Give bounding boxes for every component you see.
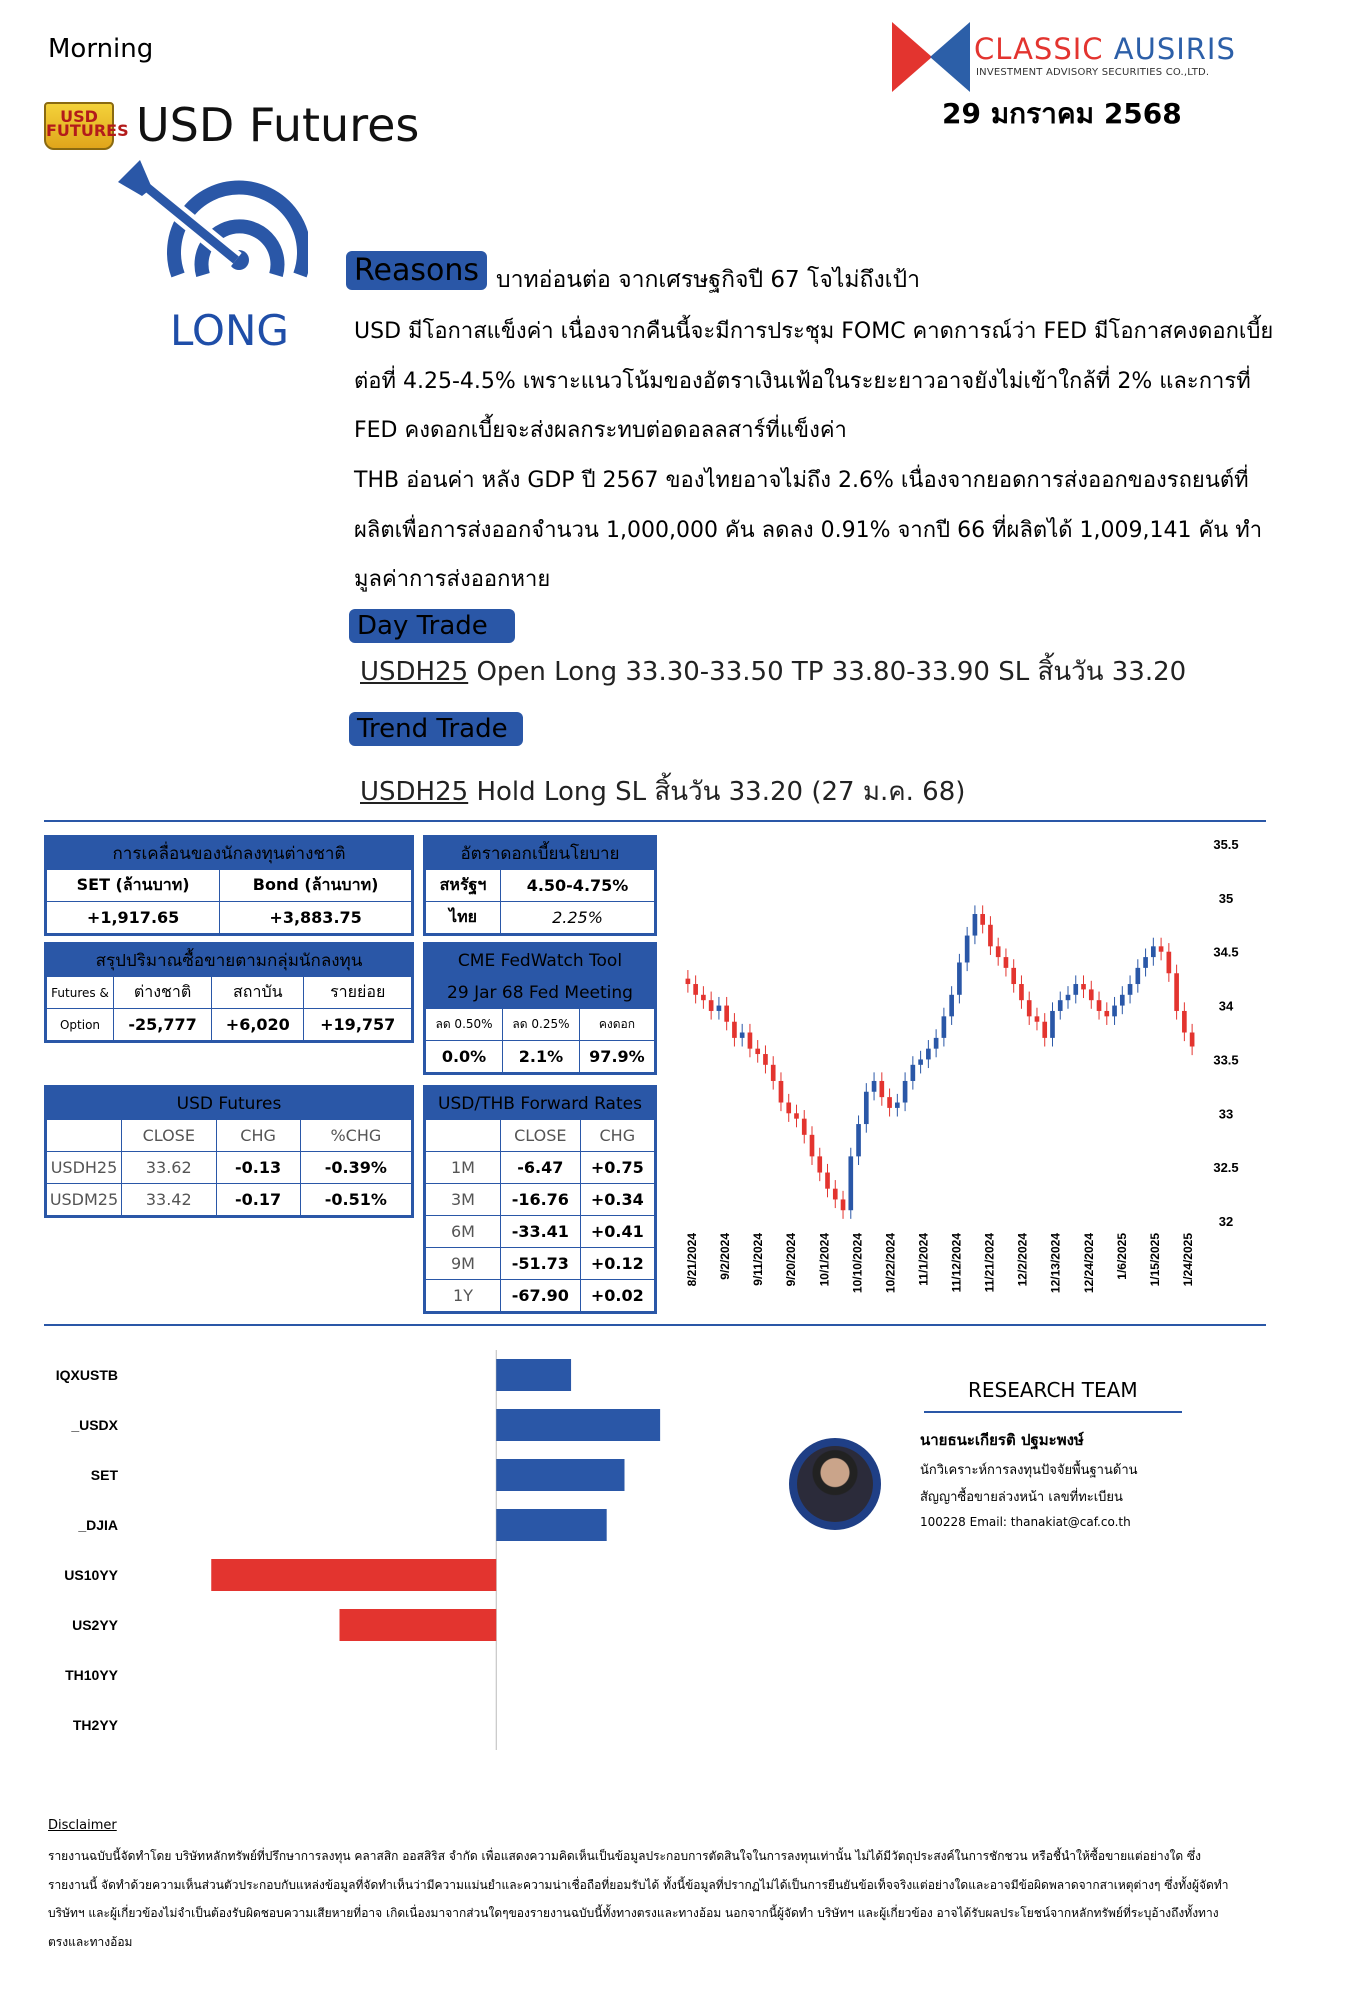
candle-body bbox=[817, 1156, 822, 1172]
table-cell: -33.41 bbox=[501, 1216, 581, 1248]
x-tick-label: 11/21/2024 bbox=[982, 1233, 997, 1293]
candle-body bbox=[1081, 984, 1086, 989]
page-title: USD Futures bbox=[136, 98, 420, 152]
candle-body bbox=[802, 1119, 807, 1135]
table-cell: 3M bbox=[425, 1184, 501, 1216]
candle bbox=[879, 1072, 884, 1105]
category-label: _DJIA bbox=[78, 1517, 118, 1533]
table-cell: +3,883.75 bbox=[220, 902, 413, 935]
logo-text: USD FUTURES bbox=[46, 107, 129, 140]
candle-body bbox=[833, 1189, 838, 1200]
table-cell: 2.1% bbox=[503, 1041, 580, 1074]
usd-futures-title: USD Futures bbox=[46, 1087, 413, 1120]
reasons-tag: Reasons bbox=[346, 251, 487, 290]
candle bbox=[887, 1089, 892, 1117]
x-tick-label: 1/15/2025 bbox=[1147, 1233, 1162, 1287]
candle-body bbox=[980, 914, 985, 925]
candle-body bbox=[1182, 1011, 1187, 1033]
brand-name-part-1: CLASSIC bbox=[974, 32, 1104, 66]
candle-body bbox=[988, 925, 993, 947]
candle-body bbox=[1112, 1006, 1117, 1017]
brand-name-part-2: AUSIRIS bbox=[1113, 32, 1236, 66]
candle bbox=[1058, 992, 1063, 1020]
candle-body bbox=[701, 995, 706, 1000]
category-label: _USDX bbox=[71, 1417, 118, 1433]
candle-body bbox=[911, 1065, 916, 1081]
candle-body bbox=[942, 1016, 947, 1038]
x-tick-label: 9/20/2024 bbox=[784, 1233, 799, 1287]
candle bbox=[949, 986, 954, 1025]
section-divider bbox=[44, 820, 1266, 822]
bar bbox=[340, 1609, 497, 1641]
category-label: US10YY bbox=[64, 1567, 118, 1583]
brand-logo-icon bbox=[892, 22, 970, 92]
candle bbox=[1019, 975, 1024, 1008]
policy-rate-table bbox=[423, 835, 657, 936]
bar bbox=[211, 1559, 496, 1591]
candle-body bbox=[1004, 957, 1009, 968]
candle bbox=[724, 997, 729, 1030]
candle bbox=[895, 1094, 900, 1117]
candle-body bbox=[879, 1081, 884, 1097]
table-cell: +19,757 bbox=[304, 1009, 413, 1042]
candle-body bbox=[895, 1103, 900, 1108]
table-cell: 0.0% bbox=[425, 1041, 503, 1074]
candle bbox=[825, 1164, 830, 1197]
candle-body bbox=[740, 1033, 745, 1038]
trend-trade-line bbox=[360, 771, 965, 812]
x-tick-label: 9/2/2024 bbox=[718, 1233, 733, 1280]
table-cell: USDH25 bbox=[46, 1152, 122, 1184]
candle-body bbox=[724, 1006, 729, 1022]
candle bbox=[786, 1094, 791, 1122]
candle-body bbox=[949, 995, 954, 1017]
table-row bbox=[425, 1184, 656, 1216]
candle-body bbox=[686, 979, 691, 984]
table-header: CLOSE bbox=[122, 1120, 217, 1152]
table-header: รายย่อย bbox=[304, 977, 413, 1009]
table-cell: 4.50-4.75% bbox=[501, 870, 656, 902]
candle bbox=[934, 1029, 939, 1057]
report-date: 29 มกราคม 2568 bbox=[942, 97, 1182, 130]
analyst-contact: 100228 Email: thanakiat@caf.co.th bbox=[920, 1515, 1131, 1529]
candle-body bbox=[825, 1173, 830, 1189]
candle bbox=[1135, 959, 1140, 992]
table-cell: 1M bbox=[425, 1152, 501, 1184]
candle-body bbox=[1097, 1000, 1102, 1011]
candle bbox=[872, 1072, 877, 1100]
candle bbox=[717, 997, 722, 1020]
candle bbox=[763, 1045, 768, 1073]
forward-rates-table bbox=[423, 1085, 657, 1314]
session-label: Morning bbox=[48, 34, 154, 64]
y-tick-label: 32 bbox=[1218, 1214, 1234, 1229]
y-tick-label: 33 bbox=[1218, 1106, 1234, 1122]
candle bbox=[833, 1180, 838, 1208]
candle-body bbox=[1159, 946, 1164, 951]
candle bbox=[996, 938, 1001, 966]
candle bbox=[988, 916, 993, 955]
day-trade-line bbox=[360, 651, 1186, 692]
forward-rates-title: USD/THB Forward Rates bbox=[425, 1087, 656, 1120]
table-cell: USDM25 bbox=[46, 1184, 122, 1217]
research-team-title: RESEARCH TEAM bbox=[968, 1378, 1138, 1402]
candle-body bbox=[887, 1097, 892, 1108]
reasons-headline: บาทอ่อนต่อ จากเศรษฐกิจปี 67 โจไม่ถึงเป้า bbox=[496, 267, 921, 293]
candle bbox=[973, 905, 978, 944]
table-header bbox=[46, 1120, 122, 1152]
candle-body bbox=[779, 1081, 784, 1103]
disclaimer-text: รายงานฉบับนี้จัดทำโดย บริษัทหลักทรัพย์ที่ปรึกษาการลงทุน คลาสสิก ออสสิริส จำกัด เพื่อแสดงความคิดเห็นเป็นข้อมูลประกอบการตัดสินใจในการลงทุนเท่านั้น ไม่ได้มีวัตถุประสงค์ในการชักชวน หรือชี้นำให้ซื้อขายแต่อย่างใด ซึ่งรายงานนี้ จัดทำด้วยความเห็นส่วนตัวประกอบกับแหล่งข้อมูลที่จัดทำเห็นว่ามีความแม่นยำและความน่าเชื่อถือที่ยอมรับได้ ทั้งนี้ข้อมูลที่ปรากฏไม่ได้เป็นการยืนยันข้อเท็จจริงแต่อย่างใดและอาจมีข้อผิดพลาดจากสาเหตุต่างๆ ซึ่งทั้งผู้จัดทำ บริษัทฯ และผู้เกี่ยวข้องไม่จำเป็นต้องรับผิดชอบความเสียหายที่อาจ เกิดเนื่องมาจากส่วนใดๆของรายงานฉบับนี้ทั้งทางตรงและทางอ้อม นอกจากนี้ผู้จัดทำ บริษัทฯ และผู้เกี่ยวข้อง อาจได้รับผลประโยชน์จากหลักทรัพย์ที่ระบุอ้างถึงทั้งทางตรงและทางอ้อม bbox=[48, 1849, 1229, 1949]
brand-name bbox=[974, 32, 1236, 66]
table-header bbox=[425, 1120, 501, 1152]
trend-trade-code: USDH25 bbox=[360, 777, 469, 807]
x-tick-label: 10/10/2024 bbox=[850, 1233, 865, 1294]
disclaimer-title: Disclaimer bbox=[48, 1818, 117, 1833]
candle bbox=[794, 1105, 799, 1128]
candle-body bbox=[1104, 1011, 1109, 1016]
candle-body bbox=[709, 1000, 714, 1011]
candle bbox=[926, 1040, 931, 1068]
candle bbox=[841, 1191, 846, 1219]
candle bbox=[755, 1040, 760, 1063]
y-tick-label: 34 bbox=[1218, 998, 1234, 1014]
candle bbox=[864, 1083, 869, 1133]
market-change-bar-chart bbox=[40, 1340, 760, 1790]
bar bbox=[496, 1459, 624, 1491]
candle-body bbox=[973, 914, 978, 936]
fedwatch-table bbox=[423, 942, 657, 1075]
candle bbox=[1174, 965, 1179, 1020]
analyst-role: นักวิเคราะห์การลงทุนปัจจัยพื้นฐานด้าน bbox=[920, 1463, 1138, 1478]
table-header: สถาบัน bbox=[212, 977, 304, 1009]
table-cell: -0.39% bbox=[300, 1152, 412, 1184]
x-tick-label: 12/2/2024 bbox=[1015, 1233, 1030, 1287]
x-tick-label: 12/24/2024 bbox=[1081, 1233, 1096, 1294]
candle-body bbox=[1190, 1033, 1195, 1047]
analyst-license: สัญญาซื้อขายล่วงหน้า เลขที่ทะเบียน bbox=[920, 1490, 1123, 1505]
table-row-label: Futures & bbox=[46, 977, 114, 1009]
investor-summary-table bbox=[44, 942, 414, 1043]
candle-body bbox=[693, 984, 698, 995]
table-cell: +0.34 bbox=[580, 1184, 655, 1216]
x-tick-label: 8/21/2024 bbox=[685, 1233, 699, 1287]
candle bbox=[1159, 938, 1164, 961]
candle bbox=[810, 1126, 815, 1165]
candle bbox=[848, 1148, 853, 1219]
x-tick-label: 9/11/2024 bbox=[751, 1233, 766, 1286]
candle-body bbox=[1089, 989, 1094, 1000]
table-row bbox=[46, 1184, 413, 1217]
candle-body bbox=[1135, 968, 1140, 984]
table-header: Bond (ล้านบาท) bbox=[220, 870, 413, 902]
y-tick-label: 35.5 bbox=[1213, 837, 1239, 852]
y-tick-label: 33.5 bbox=[1213, 1052, 1239, 1068]
candle-body bbox=[1011, 968, 1016, 984]
candle bbox=[1128, 975, 1133, 1003]
candle-body bbox=[1027, 1000, 1032, 1016]
table-cell: -67.90 bbox=[501, 1280, 581, 1313]
candle bbox=[1120, 986, 1125, 1014]
table-cell: 2.25% bbox=[501, 902, 656, 935]
reason-usd-paragraph: USD มีโอกาสแข็งค่า เนื่องจากคืนนี้จะมีการประชุม FOMC คาดการณ์ว่า FED มีโอกาสคงดอกเบี้ยต่อที่ 4.25-4.5% เพราะแนวโน้มของอัตราเงินเฟ้อในระยะยาวอาจยังไม่เข้าใกล้ที่ 2% และการที่ FED คงดอกเบี้ยจะส่งผลกระทบต่อดอลลสาร์ที่แข็งค่า bbox=[354, 319, 1274, 443]
table-cell: 33.42 bbox=[122, 1184, 217, 1217]
candle-body bbox=[1066, 995, 1071, 1000]
usd-futures-table bbox=[44, 1085, 414, 1218]
candle bbox=[1167, 943, 1172, 982]
candle bbox=[748, 1024, 753, 1057]
candle bbox=[918, 1051, 923, 1074]
candle-body bbox=[1073, 984, 1078, 995]
table-cell: +0.12 bbox=[580, 1248, 655, 1280]
table-cell: 1Y bbox=[425, 1280, 501, 1313]
candle bbox=[802, 1110, 807, 1143]
table-cell: 97.9% bbox=[579, 1041, 655, 1074]
candle-body bbox=[856, 1124, 861, 1156]
table-header: CLOSE bbox=[501, 1120, 581, 1152]
candle bbox=[1104, 1002, 1109, 1025]
candle bbox=[903, 1072, 908, 1111]
table-cell: -0.51% bbox=[300, 1184, 412, 1217]
table-cell: -6.47 bbox=[501, 1152, 581, 1184]
signal-label: LONG bbox=[170, 306, 289, 355]
y-tick-label: 35 bbox=[1218, 890, 1234, 906]
category-label: IQXUSTB bbox=[55, 1367, 118, 1383]
candle-body bbox=[934, 1038, 939, 1049]
candle-body bbox=[957, 962, 962, 994]
usd-futures-logo bbox=[44, 102, 129, 150]
table-row bbox=[425, 1216, 656, 1248]
candle-body bbox=[926, 1049, 931, 1060]
table-row bbox=[425, 1280, 656, 1313]
table-row bbox=[425, 902, 656, 935]
brand-subtitle: INVESTMENT ADVISORY SECURITIES CO.,LTD. bbox=[976, 67, 1210, 78]
candle-body bbox=[1143, 957, 1148, 968]
table-row-label: Option bbox=[46, 1009, 114, 1042]
x-tick-label: 10/1/2024 bbox=[817, 1233, 832, 1287]
candle-body bbox=[1120, 995, 1125, 1006]
category-label: US2YY bbox=[72, 1617, 118, 1633]
candle bbox=[1004, 948, 1009, 976]
price-candlestick-chart bbox=[676, 836, 1266, 1316]
bar bbox=[496, 1409, 660, 1441]
candle-body bbox=[763, 1054, 768, 1065]
foreign-flow-table bbox=[44, 835, 414, 936]
candle-body bbox=[841, 1199, 846, 1210]
analyst-name: นายธนะเกียรติ ปฐมะพงษ์ bbox=[920, 1431, 1084, 1449]
candle bbox=[709, 992, 714, 1020]
table-cell: -51.73 bbox=[501, 1248, 581, 1280]
x-tick-label: 11/1/2024 bbox=[916, 1233, 931, 1286]
candle bbox=[980, 905, 985, 933]
y-tick-label: 32.5 bbox=[1213, 1160, 1239, 1176]
table-cell: -16.76 bbox=[501, 1184, 581, 1216]
day-trade-code: USDH25 bbox=[360, 657, 469, 687]
table-cell: สหรัฐฯ bbox=[425, 870, 501, 902]
bar bbox=[496, 1509, 606, 1541]
candle bbox=[1190, 1024, 1195, 1055]
table-header: CHG bbox=[216, 1120, 300, 1152]
candle-body bbox=[1167, 952, 1172, 974]
trend-trade-tag: Trend Trade bbox=[349, 712, 523, 746]
x-tick-label: 12/13/2024 bbox=[1048, 1233, 1063, 1294]
candle bbox=[1073, 975, 1078, 1003]
bar bbox=[496, 1359, 571, 1391]
table-header: SET (ล้านบาท) bbox=[46, 870, 220, 902]
candle bbox=[965, 927, 970, 971]
candle bbox=[942, 1008, 947, 1047]
candle bbox=[1081, 975, 1086, 998]
candle bbox=[1027, 992, 1032, 1025]
target-icon bbox=[118, 160, 308, 290]
candle-body bbox=[872, 1081, 877, 1092]
table-header: คงดอก bbox=[579, 1009, 655, 1041]
table-header: CHG bbox=[580, 1120, 655, 1152]
candle bbox=[911, 1056, 916, 1089]
candle-body bbox=[732, 1022, 737, 1038]
avatar bbox=[789, 1438, 881, 1530]
candle bbox=[817, 1148, 822, 1181]
candle-body bbox=[965, 936, 970, 963]
reason-thb-paragraph: THB อ่อนค่า หลัง GDP ปี 2567 ของไทยอาจไม่ถึง 2.6% เนื่องจากยอดการส่งออกของรถยนต์ที่ผลิตเพื่อการส่งออกจำนวน 1,000,000 คัน ลดลง 0.91% จากปี 66 ที่ผลิตได้ 1,009,141 คัน ทำมูลค่าการส่งออกหาย bbox=[354, 468, 1263, 592]
candle bbox=[1112, 997, 1117, 1025]
x-tick-label: 11/12/2024 bbox=[949, 1233, 964, 1293]
day-trade-tag: Day Trade bbox=[349, 609, 515, 643]
candle bbox=[771, 1056, 776, 1089]
candle bbox=[1011, 959, 1016, 992]
candle-body bbox=[1174, 973, 1179, 1011]
table-row bbox=[46, 1152, 413, 1184]
y-tick-label: 34.5 bbox=[1213, 944, 1239, 960]
candle bbox=[701, 986, 706, 1009]
candle bbox=[1050, 1002, 1055, 1046]
x-tick-label: 1/24/2025 bbox=[1181, 1233, 1195, 1287]
candle bbox=[693, 975, 698, 1003]
candle-body bbox=[1042, 1022, 1047, 1038]
candle bbox=[1066, 986, 1071, 1009]
candle-body bbox=[786, 1103, 791, 1114]
candle bbox=[1151, 938, 1156, 966]
candle-body bbox=[771, 1065, 776, 1081]
category-label: TH2YY bbox=[72, 1717, 118, 1733]
table-cell: -25,777 bbox=[114, 1009, 212, 1042]
table-cell: +0.75 bbox=[580, 1152, 655, 1184]
foreign-flow-title: การเคลื่อนของนักลงทุนต่างชาติ bbox=[46, 837, 413, 870]
day-trade-text: Open Long 33.30-33.50 TP 33.80-33.90 SL สิ้นวัน 33.20 bbox=[468, 657, 1187, 687]
x-tick-label: 10/22/2024 bbox=[883, 1233, 898, 1294]
candle bbox=[1143, 948, 1148, 976]
candle bbox=[779, 1072, 784, 1111]
table-cell: -0.13 bbox=[216, 1152, 300, 1184]
candle-body bbox=[1058, 1000, 1063, 1011]
table-row bbox=[425, 870, 656, 902]
table-header: ลด 0.25% bbox=[503, 1009, 580, 1041]
candle bbox=[1089, 981, 1094, 1009]
table-header: ต่างชาติ bbox=[114, 977, 212, 1009]
table-row bbox=[425, 1248, 656, 1280]
candle-body bbox=[903, 1081, 908, 1103]
candle-body bbox=[1050, 1011, 1055, 1038]
table-row bbox=[425, 1152, 656, 1184]
candle bbox=[686, 970, 691, 993]
analyst-photo bbox=[797, 1446, 873, 1522]
research-divider bbox=[924, 1411, 1182, 1413]
policy-rate-title: อัตราดอกเบี้ยนโยบาย bbox=[425, 837, 656, 870]
table-cell: ไทย bbox=[425, 902, 501, 935]
candle-body bbox=[794, 1113, 799, 1118]
candle-body bbox=[1019, 984, 1024, 1000]
fedwatch-subtitle: 29 Jar 68 Fed Meeting bbox=[425, 977, 656, 1009]
table-header: %CHG bbox=[300, 1120, 412, 1152]
candle-body bbox=[717, 1006, 722, 1011]
table-cell: -0.17 bbox=[216, 1184, 300, 1217]
candle-body bbox=[1035, 1016, 1040, 1021]
table-header: ลด 0.50% bbox=[425, 1009, 503, 1041]
candle-body bbox=[755, 1049, 760, 1054]
candle bbox=[1035, 1008, 1040, 1031]
table-cell: 6M bbox=[425, 1216, 501, 1248]
candle-body bbox=[810, 1135, 815, 1157]
candle-body bbox=[1128, 984, 1133, 995]
candle bbox=[732, 1013, 737, 1046]
x-tick-label: 1/6/2025 bbox=[1114, 1233, 1129, 1280]
table-cell: +1,917.65 bbox=[46, 902, 220, 935]
investor-summary-title: สรุปปริมาณซื้อขายตามกลุ่มนักลงทุน bbox=[46, 944, 413, 977]
candle bbox=[740, 1024, 745, 1047]
candle-body bbox=[848, 1156, 853, 1210]
candle-body bbox=[996, 946, 1001, 957]
category-label: TH10YY bbox=[65, 1667, 118, 1683]
candle bbox=[856, 1115, 861, 1165]
section-divider bbox=[44, 1324, 1266, 1326]
category-label: SET bbox=[90, 1467, 118, 1483]
candle-body bbox=[1151, 946, 1156, 957]
fedwatch-title: CME FedWatch Tool bbox=[425, 944, 656, 977]
table-cell: +0.02 bbox=[580, 1280, 655, 1313]
table-cell: 33.62 bbox=[122, 1152, 217, 1184]
table-cell: +6,020 bbox=[212, 1009, 304, 1042]
candle bbox=[957, 954, 962, 1004]
candle bbox=[1042, 1013, 1047, 1046]
table-cell: 9M bbox=[425, 1248, 501, 1280]
candle-body bbox=[864, 1092, 869, 1124]
candle-body bbox=[748, 1033, 753, 1049]
trend-trade-text: Hold Long SL สิ้นวัน 33.20 (27 ม.ค. 68) bbox=[468, 777, 966, 807]
candle bbox=[1182, 1002, 1187, 1041]
table-cell: +0.41 bbox=[580, 1216, 655, 1248]
candle bbox=[1097, 992, 1102, 1020]
candle-body bbox=[918, 1059, 923, 1064]
